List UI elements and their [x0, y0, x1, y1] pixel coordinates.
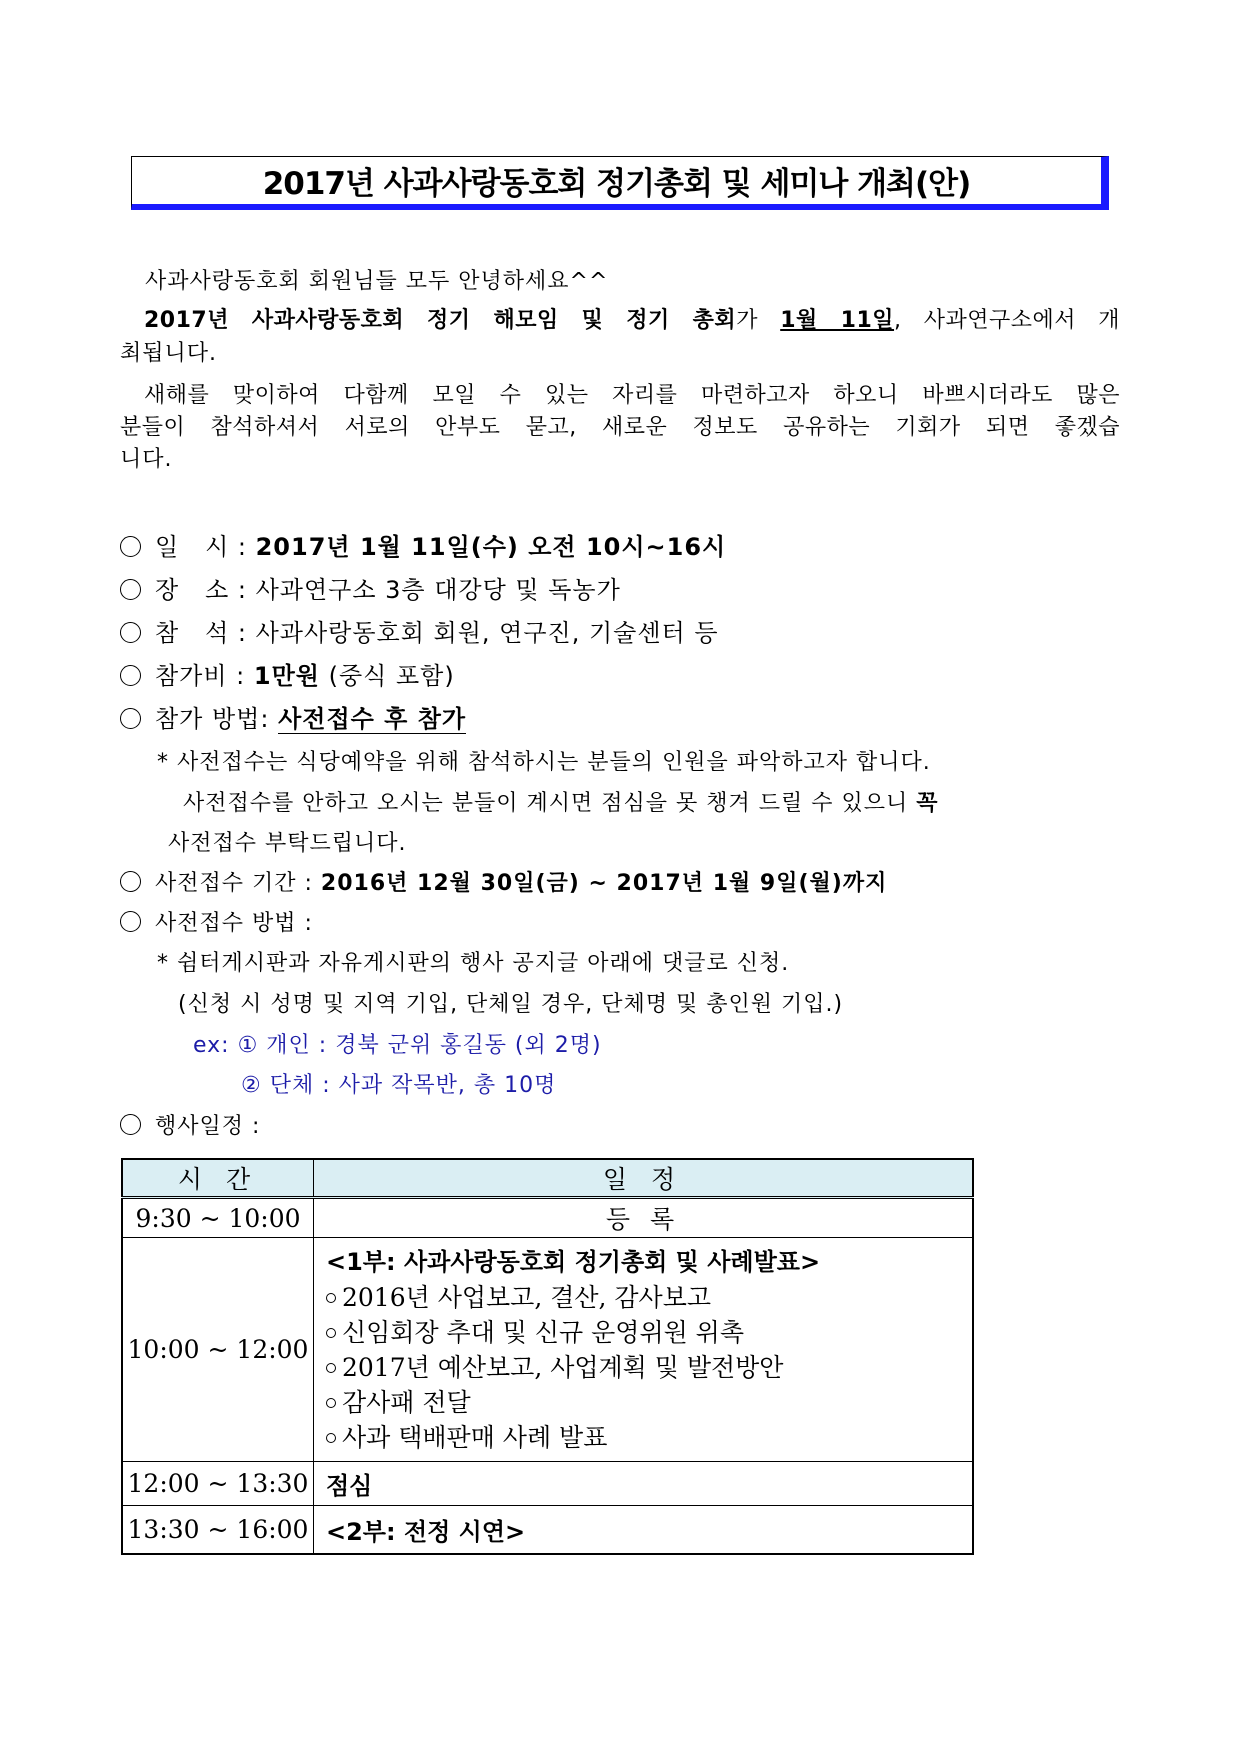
- item-period-label: 사전접수 기간 :: [155, 871, 321, 896]
- small-circle-icon: [326, 1363, 336, 1373]
- intro-line-2: [120, 303, 1120, 334]
- part1-title: <1부: 사과사랑동호회 정기총회 및 사례발표>: [326, 1247, 821, 1276]
- example-1: ex: ① 개인 : 경북 군위 홍길동 (외 2명): [193, 1033, 602, 1058]
- method-note-2-bold: 꼭: [916, 791, 939, 816]
- intro-line-2-cont: 최됩니다.: [120, 341, 218, 366]
- intro-line-5: 니다.: [120, 447, 173, 472]
- header-time: 시 간: [122, 1159, 314, 1198]
- item-reg-method: [120, 906, 313, 937]
- item-period: [120, 866, 887, 897]
- item-place-label: 장 소 :: [155, 576, 256, 604]
- small-circle-icon: [326, 1293, 336, 1303]
- item-fee-note: (중식 포함): [319, 662, 455, 690]
- reg-note-2: (신청 시 성명 및 지역 기입, 단체일 경우, 단체명 및 총인원 기입.): [178, 992, 844, 1017]
- list-item: 사과 택배판매 사례 발표: [326, 1420, 960, 1455]
- row-time: 9:30 ~ 10:00: [122, 1198, 314, 1238]
- list-item: 감사패 전달: [326, 1385, 960, 1420]
- circle-bullet-icon: [120, 622, 141, 643]
- table-row: [122, 1462, 973, 1506]
- method-note-2-text: 사전접수를 안하고 오시는 분들이 계시면 점심을 못 챙겨 드릴 수 있으니: [183, 791, 917, 816]
- row-time: 10:00 ~ 12:00: [122, 1238, 314, 1462]
- circle-bullet-icon: [120, 579, 141, 600]
- example-2: ② 단체 : 사과 작목반, 총 10명: [241, 1073, 557, 1098]
- row-program: 점심: [314, 1462, 974, 1506]
- item-attendees: [120, 613, 719, 648]
- circle-bullet-icon: [120, 708, 141, 729]
- item-fee-label: 참가비 :: [155, 662, 254, 690]
- row-program: <2부: 전정 시연>: [314, 1506, 974, 1554]
- item-reg-method-label: 사전접수 방법 :: [155, 911, 313, 936]
- intro-line-2-mid: 가: [736, 308, 781, 333]
- reg-note-1: * 쉼터게시판과 자유게시판의 행사 공지글 아래에 댓글로 신청.: [157, 951, 790, 976]
- circle-bullet-icon: [120, 665, 141, 686]
- small-circle-icon: [326, 1433, 336, 1443]
- item-method-value: 사전접수 후 참가: [278, 705, 467, 733]
- title-box: [131, 156, 1109, 210]
- greeting: 사과사랑동호회 회원님들 모두 안녕하세요^^: [145, 269, 609, 294]
- item-datetime-label: 일 시 :: [155, 533, 256, 561]
- row-time: 13:30 ~ 16:00: [122, 1506, 314, 1554]
- table-header-row: [122, 1159, 973, 1198]
- list-item: 2017년 예산보고, 사업계획 및 발전방안: [326, 1350, 960, 1385]
- page-title: 2017년 사과사랑동호회 정기총회 및 세미나 개최(안): [262, 166, 971, 202]
- intro-line-2-end: , 사과연구소에서 개: [894, 308, 1121, 333]
- item-datetime: [120, 527, 726, 562]
- item-datetime-value: 2017년 1월 11일(수) 오전 10시~16시: [255, 533, 727, 561]
- schedule-table: [121, 1158, 974, 1555]
- list-item: 신임회장 추대 및 신규 운영위원 위촉: [326, 1315, 960, 1350]
- row-program: 등 록: [314, 1198, 974, 1238]
- list-item: 2016년 사업보고, 결산, 감사보고: [326, 1280, 960, 1315]
- small-circle-icon: [326, 1328, 336, 1338]
- intro-line-2-date: 1월 11일: [780, 308, 895, 333]
- circle-bullet-icon: [120, 1114, 141, 1135]
- item-fee-value: 1만원: [253, 662, 320, 690]
- item-schedule: [120, 1109, 260, 1140]
- table-row: [122, 1506, 973, 1554]
- intro-line-4: 분들이 참석하셔서 서로의 안부도 묻고, 새로운 정보도 공유하는 기회가 되면 좋겠습: [120, 415, 1120, 440]
- row-time: 12:00 ~ 13:30: [122, 1462, 314, 1506]
- header-program: 일 정: [314, 1159, 974, 1198]
- intro-line-3: 새해를 맞이하여 다함께 모일 수 있는 자리를 마련하고자 하오니 바쁘시더라도 많은: [144, 383, 1120, 408]
- method-note-3: 사전접수 부탁드립니다.: [168, 831, 407, 856]
- method-note-2: [183, 786, 939, 817]
- item-place: [120, 570, 621, 605]
- item-schedule-label: 행사일정 :: [155, 1114, 261, 1139]
- item-attendees-label: 참 석 :: [155, 619, 256, 647]
- item-attendees-value: 사과사랑동호회 회원, 연구진, 기술센터 등: [255, 619, 719, 647]
- intro-line-2-bold: 2017년 사과사랑동호회 정기 해모임 및 정기 총회: [144, 308, 737, 333]
- method-note-1: * 사전접수는 식당예약을 위해 참석하시는 분들의 인원을 파악하고자 합니다.: [157, 750, 931, 775]
- item-method-label: 참가 방법:: [155, 705, 279, 733]
- item-period-value: 2016년 12월 30일(금) ~ 2017년 1월 9일(월)까지: [320, 871, 888, 896]
- circle-bullet-icon: [120, 871, 141, 892]
- item-fee: [120, 656, 455, 691]
- item-place-value: 사과연구소 3층 대강당 및 독농가: [255, 576, 621, 604]
- small-circle-icon: [326, 1398, 336, 1408]
- table-row: [122, 1198, 973, 1238]
- table-row: [122, 1238, 973, 1462]
- item-method: [120, 699, 466, 734]
- circle-bullet-icon: [120, 911, 141, 932]
- row-program: [314, 1238, 974, 1462]
- circle-bullet-icon: [120, 536, 141, 557]
